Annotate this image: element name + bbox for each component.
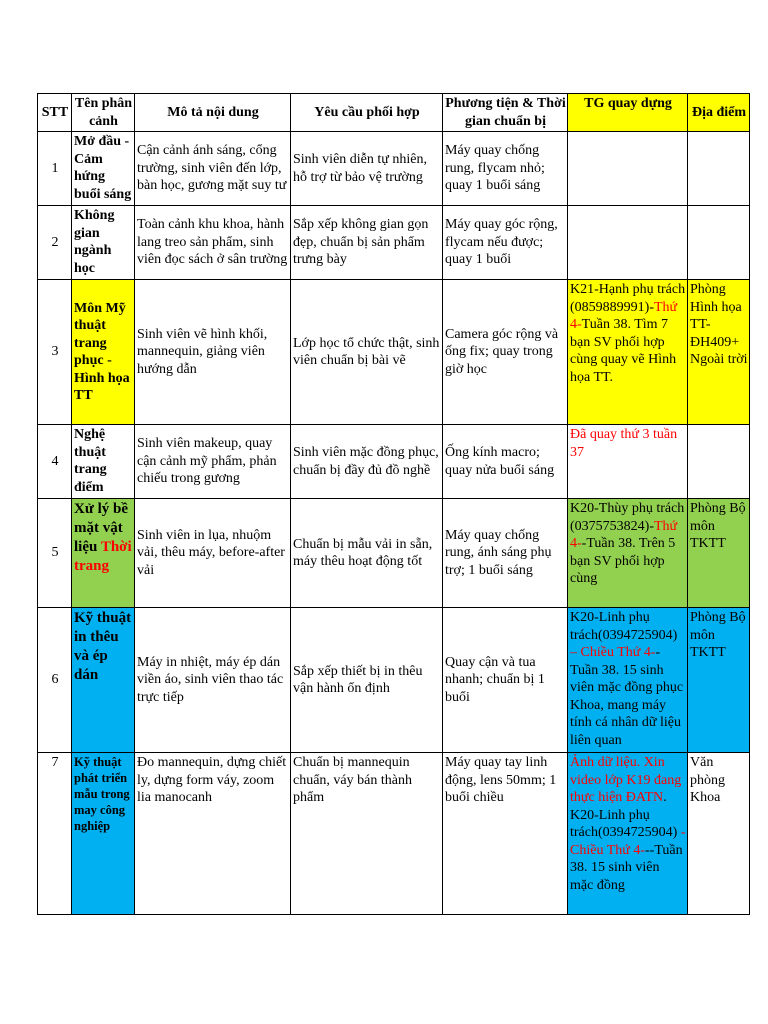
header-yeucau: Yêu cầu phối hợp	[291, 94, 443, 132]
tg-text: K21-Hạnh phụ trách (0859889991)-	[570, 282, 686, 315]
row-mota: Đo mannequin, dựng chiết ly, dựng form váy, zoom lia manocanh	[135, 753, 291, 915]
row-diadiem: Phòng Bộ môn TKTT	[688, 499, 750, 608]
row-yeucau: Lớp học tổ chức thật, sinh viên chuẩn bị bài vẽ	[291, 280, 443, 425]
row-mota: Sinh viên makeup, quay cận cảnh mỹ phẩm, phản chiếu trong gương	[135, 425, 291, 499]
row-phuongtien: Máy quay chống rung, ánh sáng phụ trợ; 1 buổi sáng	[443, 499, 568, 608]
tg-highlight: - Chiều Thứ 4-	[570, 825, 686, 858]
tg-text: K20-Thùy phụ trách (0375753824)-	[570, 501, 685, 534]
row-stt: 7	[38, 753, 72, 915]
row-yeucau: Sắp xếp thiết bị in thêu vận hành ổn định	[291, 608, 443, 753]
row-tg	[568, 206, 688, 280]
row-yeucau: Sinh viên diễn tự nhiên, hỗ trợ từ bảo vệ trường	[291, 132, 443, 206]
tg-text: K20-Linh phụ trách(0394725904)	[570, 610, 678, 643]
row-name: Kỹ thuật in thêu và ép dán	[72, 608, 135, 753]
tg-highlight: – Chiều Thứ 4-	[570, 645, 656, 660]
row-tg	[568, 280, 688, 425]
tg-text: --Tuần 38. 15 sinh viên mặc đồng	[570, 842, 683, 893]
row-phuongtien: Quay cận và tua nhanh; chuẩn bị 1 buổi	[443, 608, 568, 753]
row-name: Kỹ thuật phát triển mẫu trong may công nghiệp	[72, 753, 135, 915]
row-stt: 5	[38, 499, 72, 608]
row-name: Mở đầu - Cảm hứng buổi sáng	[72, 132, 135, 206]
row-phuongtien: Máy quay tay linh động, lens 50mm; 1 buổi chiều	[443, 753, 568, 915]
header-row	[38, 94, 750, 132]
row-diadiem	[688, 132, 750, 206]
table-row	[38, 206, 750, 280]
table-row	[38, 280, 750, 425]
header-tg: TG quay dựng	[568, 94, 688, 132]
tg-highlight: Thứ 4-	[570, 299, 678, 332]
table-row	[38, 753, 750, 915]
schedule-table	[37, 93, 750, 915]
row-tg	[568, 608, 688, 753]
tg-highlight: Thứ 4-	[570, 518, 678, 551]
row-stt: 4	[38, 425, 72, 499]
row-phuongtien: Ống kính macro; quay nửa buổi sáng	[443, 425, 568, 499]
row-mota: Toàn cảnh khu khoa, hành lang treo sản phẩm, sinh viên đọc sách ở sân trường	[135, 206, 291, 280]
row-phuongtien: Máy quay góc rộng, flycam nếu được; quay 1 buổi	[443, 206, 568, 280]
row-mota: Cận cảnh ánh sáng, cổng trường, sinh viên đến lớp, bàn học, gương mặt suy tư	[135, 132, 291, 206]
row-yeucau: Sắp xếp không gian gọn đẹp, chuẩn bị sản phẩm trưng bày	[291, 206, 443, 280]
table-row	[38, 132, 750, 206]
row-stt: 2	[38, 206, 72, 280]
table-row	[38, 425, 750, 499]
table-row	[38, 499, 750, 608]
row-name: Nghệ thuật trang điểm	[72, 425, 135, 499]
table-row	[38, 608, 750, 753]
row-mota: Sinh viên in lụa, nhuộm vải, thêu máy, before-after vải	[135, 499, 291, 608]
row-stt: 3	[38, 280, 72, 425]
row-diadiem	[688, 425, 750, 499]
header-ten: Tên phân cảnh	[72, 94, 135, 132]
row-tg	[568, 132, 688, 206]
row-yeucau: Chuẩn bị mannequin chuẩn, váy bán thành phẩm	[291, 753, 443, 915]
row-name	[72, 499, 135, 608]
row-stt: 1	[38, 132, 72, 206]
header-mota: Mô tả nội dung	[135, 94, 291, 132]
row-phuongtien: Camera góc rộng và ống fix; quay trong giờ học	[443, 280, 568, 425]
row-diadiem: Văn phòng Khoa	[688, 753, 750, 915]
row-yeucau: Sinh viên mặc đồng phục, chuẩn bị đầy đủ đồ nghề	[291, 425, 443, 499]
row-diadiem	[688, 206, 750, 280]
tg-text: Tuần 38. Tìm 7 bạn SV phối hợp cùng quay vẽ Hình họa TT.	[570, 317, 677, 385]
row-stt: 6	[38, 608, 72, 753]
row-mota: Sinh viên vẽ hình khối, mannequin, giảng viên hướng dẫn	[135, 280, 291, 425]
row-phuongtien: Máy quay chống rung, flycam nhỏ; quay 1 buổi sáng	[443, 132, 568, 206]
tg-highlight: Đã quay thứ 3 tuần 37	[570, 427, 678, 460]
header-diadiem: Địa điểm	[688, 94, 750, 132]
tg-text: . K20-Linh phụ trách(0394725904)	[570, 790, 681, 840]
tg-text: -Tuần 38. Trên 5 bạn SV phối hợp cùng	[570, 536, 676, 586]
header-phuongtien: Phương tiện & Thời gian chuẩn bị	[443, 94, 568, 132]
header-stt: STT	[38, 94, 72, 132]
tg-highlight: Ảnh dữ liệu. Xin video lớp K19 đang thực hiện ĐATN	[570, 755, 682, 805]
row-name-text: Xử lý bề mặt vật liệu	[74, 501, 129, 555]
row-diadiem: Phòng Hình họa TT-ĐH409+ Ngoài trời	[688, 280, 750, 425]
row-diadiem: Phòng Bộ môn TKTT	[688, 608, 750, 753]
row-tg	[568, 425, 688, 499]
row-tg	[568, 753, 688, 915]
row-mota: Máy in nhiệt, máy ép dán viền áo, sinh viên thao tác trực tiếp	[135, 608, 291, 753]
row-name-highlight: Thời trang	[74, 539, 132, 574]
row-name: Môn Mỹ thuật trang phục - Hình họa TT	[72, 280, 135, 425]
row-name: Không gian ngành học	[72, 206, 135, 280]
row-yeucau: Chuẩn bị mẫu vải in sẵn, máy thêu hoạt động tốt	[291, 499, 443, 608]
row-tg	[568, 499, 688, 608]
tg-text: -Tuần 38. 15 sinh viên mặc đồng phục Khoa, mang máy tính cá nhân dữ liệu liên quan	[570, 645, 684, 748]
